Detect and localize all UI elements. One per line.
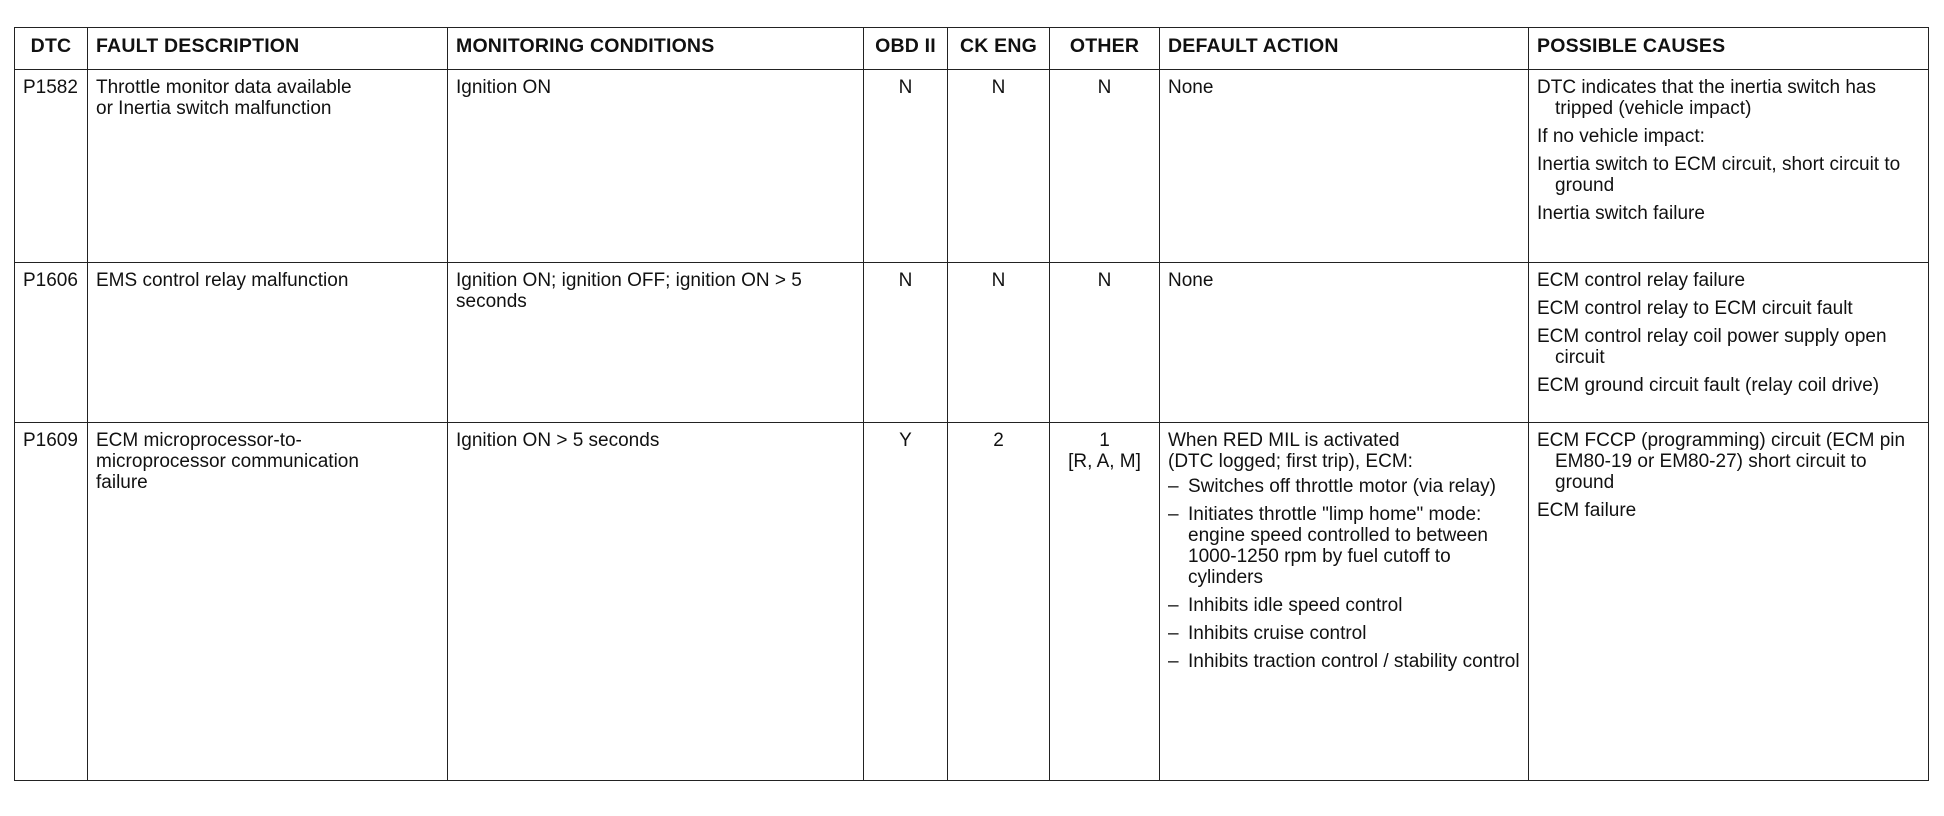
default-action-intro-line: When RED MIL is activated (1168, 430, 1400, 451)
fault-description-line: ECM microprocessor-to- (96, 430, 302, 451)
fault-description-cell (88, 263, 448, 423)
monitoring-conditions: Ignition ON; ignition OFF; ignition ON > 5 seconds (448, 263, 864, 423)
default-action-item-text: Initiates throttle "limp home" mode: engine speed controlled to between 1000-1250 rpm by fuel cutoff to cylinders (1188, 504, 1489, 588)
default-action-cell (1160, 423, 1529, 781)
default-action-item-text: Inhibits cruise control (1188, 623, 1367, 644)
default-action-item: – Initiates throttle "limp home" mode: engine speed controlled to between 1000-1250 rpm by fuel cutoff to cylinders (1168, 504, 1520, 588)
other-value: N (1050, 263, 1160, 423)
dtc-code: P1606 (15, 263, 88, 423)
possible-causes-cell (1529, 70, 1929, 263)
table-row (15, 423, 1929, 781)
table-row (15, 70, 1929, 263)
default-action-intro (1168, 430, 1520, 472)
fault-description-line: Throttle monitor data available (96, 77, 352, 98)
possible-causes-cell (1529, 423, 1929, 781)
fault-description-line: or Inertia switch malfunction (96, 98, 332, 119)
default-action-item: – Inhibits traction control / stability control (1168, 651, 1520, 672)
obd2-value: N (864, 263, 948, 423)
possible-cause: ECM control relay failure (1537, 270, 1746, 291)
default-action-item: – Inhibits idle speed control (1168, 595, 1520, 616)
ck-eng-value: N (948, 70, 1050, 263)
dtc-table (14, 27, 1929, 781)
other-value: N (1050, 70, 1160, 263)
obd2-value: N (864, 70, 948, 263)
other-value: 1 (1099, 430, 1110, 451)
default-action-intro-line: (DTC logged; first trip), ECM: (1168, 451, 1413, 472)
dtc-code: P1609 (15, 423, 88, 781)
other-value-detail: [R, A, M] (1068, 451, 1141, 472)
header-monitoring-conditions: MONITORING CONDITIONS (448, 28, 864, 70)
possible-cause: ECM control relay coil power supply open circuit (1537, 326, 1887, 368)
header-possible-causes: POSSIBLE CAUSES (1529, 28, 1929, 70)
header-fault-description: FAULT DESCRIPTION (88, 28, 448, 70)
default-action-item: – Switches off throttle motor (via relay) (1168, 476, 1520, 497)
default-action-item: – Inhibits cruise control (1168, 623, 1520, 644)
other-value-cell (1050, 423, 1160, 781)
header-default-action: DEFAULT ACTION (1160, 28, 1529, 70)
default-action-item-text: Inhibits idle speed control (1188, 595, 1403, 616)
header-other: OTHER (1050, 28, 1160, 70)
possible-cause: ECM ground circuit fault (relay coil drive) (1537, 375, 1880, 396)
fault-description-cell (88, 70, 448, 263)
obd2-value: Y (864, 423, 948, 781)
possible-cause: Inertia switch failure (1537, 203, 1705, 224)
ck-eng-value: N (948, 263, 1050, 423)
default-action: None (1160, 263, 1529, 423)
header-row (15, 28, 1929, 70)
possible-cause: DTC indicates that the inertia switch has tripped (vehicle impact) (1537, 77, 1876, 119)
fault-description-line: microprocessor communication (96, 451, 359, 472)
ck-eng-value: 2 (948, 423, 1050, 781)
monitoring-conditions: Ignition ON > 5 seconds (448, 423, 864, 781)
table-row (15, 263, 1929, 423)
fault-description-line: failure (96, 472, 148, 493)
monitoring-conditions: Ignition ON (448, 70, 864, 263)
possible-cause: ECM failure (1537, 500, 1637, 521)
dtc-code: P1582 (15, 70, 88, 263)
header-ck-eng: CK ENG (948, 28, 1050, 70)
default-action: None (1160, 70, 1529, 263)
header-obd2: OBD II (864, 28, 948, 70)
possible-cause: ECM FCCP (programming) circuit (ECM pin EM80-19 or EM80-27) short circuit to ground (1537, 430, 1906, 493)
possible-cause: If no vehicle impact: (1537, 126, 1705, 147)
default-action-item-text: Switches off throttle motor (via relay) (1188, 476, 1496, 497)
fault-description-line: EMS control relay malfunction (96, 270, 349, 291)
possible-cause: Inertia switch to ECM circuit, short circuit to ground (1537, 154, 1901, 196)
default-action-item-text: Inhibits traction control / stability control (1188, 651, 1520, 672)
header-dtc: DTC (15, 28, 88, 70)
fault-description-cell (88, 423, 448, 781)
possible-causes-cell (1529, 263, 1929, 423)
possible-cause: ECM control relay to ECM circuit fault (1537, 298, 1853, 319)
